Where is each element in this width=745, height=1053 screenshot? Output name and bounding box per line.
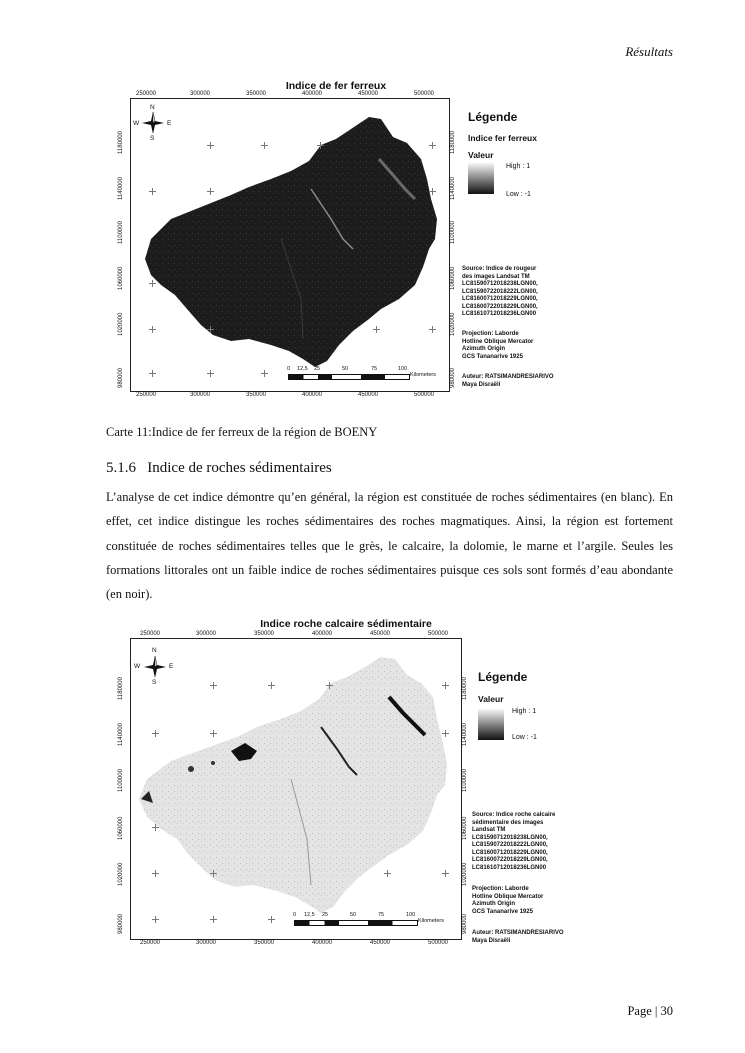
grid-cross xyxy=(210,916,217,923)
grid-cross xyxy=(326,682,333,689)
grid-cross xyxy=(317,142,324,149)
scale-label: 75 xyxy=(378,912,385,918)
grid-cross xyxy=(149,370,156,377)
author-note: Auteur: RATSIMANDRESIARIVO Maya Disraëli xyxy=(472,930,564,944)
scale-label: 75 xyxy=(371,366,378,372)
compass-n: N xyxy=(152,647,157,654)
grid-cross xyxy=(261,142,268,149)
x-tick: 250000 xyxy=(140,631,161,637)
grid-cross xyxy=(429,326,436,333)
scale-label: 50 xyxy=(350,912,357,918)
legend-value-label: Valeur xyxy=(478,694,504,704)
x-tick: 300000 xyxy=(196,631,217,637)
scale-bar xyxy=(294,920,418,926)
grid-cross xyxy=(442,682,449,689)
y-tick: 1060000 xyxy=(118,816,124,840)
x-tick: 400000 xyxy=(312,940,333,946)
grid-cross xyxy=(152,824,159,831)
scale-label: 100 xyxy=(406,912,416,918)
x-tick: 450000 xyxy=(370,940,391,946)
compass-w: W xyxy=(134,663,141,670)
y-tick: 1140000 xyxy=(462,723,468,746)
scale-label: 12,5 xyxy=(297,366,308,372)
legend-high: High : 1 xyxy=(506,163,531,170)
x-tick: 350000 xyxy=(254,631,275,637)
x-tick: 350000 xyxy=(246,91,267,97)
grid-cross xyxy=(149,326,156,333)
x-tick: 500000 xyxy=(428,940,449,946)
body-paragraph: L’analyse de cet indice démontre qu’en général, la région est constituée de roches sédimentaires (en blanc). En effet, cet indice distingue les roches sédimentaires des roches magmatiques. Ainsi, la région est fortement constituée de roches sédimentaires telles que le grès, le calcaire, la dolomie, le marne et l’argile. Seules les formations littorales ont un faible indice de roches sédimentaires puisque ces sols sont formés d’eau abondante (en noir). xyxy=(106,490,673,602)
x-tick: 250000 xyxy=(136,392,157,398)
scale-label: 50 xyxy=(342,366,349,372)
grid-cross xyxy=(207,142,214,149)
compass-e: E xyxy=(169,663,174,670)
grid-cross xyxy=(152,730,159,737)
x-tick: 500000 xyxy=(428,631,449,637)
section-heading xyxy=(106,460,332,477)
grid-cross xyxy=(207,326,214,333)
grid-cross xyxy=(384,870,391,877)
map-title: Indice roche calcaire sédimentaire xyxy=(260,618,432,630)
y-tick: 980000 xyxy=(450,367,456,388)
legend-title: Légende xyxy=(478,670,528,684)
y-tick: 1100000 xyxy=(118,769,124,792)
legend-low: Low : -1 xyxy=(506,191,531,198)
y-tick: 1100000 xyxy=(462,769,468,792)
y-tick: 1180000 xyxy=(450,131,456,154)
projection-note: Projection: Laborde Hotline Oblique Mercator Azimuth Origin GCS Tananarive 1925 xyxy=(472,886,544,915)
grid-cross xyxy=(429,142,436,149)
scale-label: 12,5 xyxy=(304,912,315,918)
y-tick: 1180000 xyxy=(118,677,124,700)
page-number: Page | 30 xyxy=(627,1004,673,1018)
region-raster xyxy=(131,99,447,389)
map-sedimentary-rock-index xyxy=(106,616,596,961)
grid-cross xyxy=(268,682,275,689)
y-tick: 1140000 xyxy=(118,723,124,746)
compass-e: E xyxy=(167,120,172,127)
scale-label: 0 xyxy=(287,366,291,372)
grid-cross xyxy=(268,916,275,923)
map-ferrous-iron-index xyxy=(106,76,566,406)
legend-high: High : 1 xyxy=(512,708,537,715)
x-tick: 400000 xyxy=(302,392,323,398)
scale-label: 25 xyxy=(322,912,329,918)
x-tick: 450000 xyxy=(358,392,379,398)
grid-cross xyxy=(442,870,449,877)
grid-cross xyxy=(149,280,156,287)
grid-cross xyxy=(207,370,214,377)
x-tick: 250000 xyxy=(136,91,157,97)
source-note: Source: Indice roche calcaire sédimentaire des images Landsat TM LC81590712018238LGN00, LC81590722018222LGN00, LC81600712018229LGN00, LC81600722018229LGN00, LC81610712018236LGN00 xyxy=(472,812,556,871)
y-tick: 1020000 xyxy=(118,862,124,886)
x-tick: 350000 xyxy=(254,940,275,946)
grid-cross xyxy=(152,916,159,923)
x-tick: 300000 xyxy=(196,940,217,946)
scale-label: 0 xyxy=(293,912,297,918)
x-tick: 450000 xyxy=(358,91,379,97)
y-tick: 1020000 xyxy=(450,312,456,336)
x-tick: 350000 xyxy=(246,392,267,398)
grid-cross xyxy=(210,870,217,877)
section-number: 5.1.6 xyxy=(106,460,136,476)
compass-n: N xyxy=(150,104,155,111)
legend-layer: Indice fer ferreux xyxy=(468,133,537,143)
projection-note: Projection: Laborde Hotline Oblique Mercator Azimuth Origin GCS Tananarive 1925 xyxy=(462,331,534,360)
compass-w: W xyxy=(133,120,140,127)
compass-s: S xyxy=(150,135,155,142)
north-arrow-icon xyxy=(142,112,164,134)
north-arrow-icon xyxy=(144,656,166,678)
compass-s: S xyxy=(152,679,157,686)
legend-value-label: Valeur xyxy=(468,150,494,160)
legend-gradient xyxy=(468,162,494,194)
y-tick: 1060000 xyxy=(462,816,468,840)
x-tick: 450000 xyxy=(370,631,391,637)
y-tick: 1060000 xyxy=(118,266,124,290)
grid-cross xyxy=(373,326,380,333)
x-tick: 300000 xyxy=(190,392,211,398)
scale-label: 25 xyxy=(314,366,321,372)
y-tick: 1140000 xyxy=(118,177,124,200)
source-note: Source: Indice de rougeur des images Landsat TM LC81590712018238LGN00, LC81590722018222LGN00, LC81600712018229LGN00, LC81600722018229LGN00, LC81610712018236LGN00 xyxy=(462,266,538,317)
y-tick: 1180000 xyxy=(118,131,124,154)
grid-cross xyxy=(429,188,436,195)
scale-label: 100 xyxy=(398,366,408,372)
x-tick: 500000 xyxy=(414,91,435,97)
grid-cross xyxy=(442,730,449,737)
y-tick: 980000 xyxy=(118,913,124,934)
x-tick: 250000 xyxy=(140,940,161,946)
x-tick: 400000 xyxy=(312,631,333,637)
grid-cross xyxy=(207,188,214,195)
y-tick: 980000 xyxy=(118,367,124,388)
legend-gradient xyxy=(478,708,504,740)
grid-cross xyxy=(210,730,217,737)
x-tick: 500000 xyxy=(414,392,435,398)
y-tick: 1020000 xyxy=(118,312,124,336)
y-tick: 980000 xyxy=(462,913,468,934)
y-tick: 1060000 xyxy=(450,266,456,290)
scale-bar xyxy=(288,374,410,380)
grid-cross xyxy=(152,870,159,877)
author-note: Auteur: RATSIMANDRESIARIVO Maya Disraëli xyxy=(462,374,554,388)
grid-cross xyxy=(210,682,217,689)
x-tick: 300000 xyxy=(190,91,211,97)
y-tick: 1100000 xyxy=(450,221,456,244)
legend-low: Low : -1 xyxy=(512,734,537,741)
section-title: Indice de roches sédimentaires xyxy=(147,460,332,476)
region-raster xyxy=(131,639,459,937)
grid-cross xyxy=(261,370,268,377)
running-header: Résultats xyxy=(625,44,673,59)
scale-unit: Kilometers xyxy=(418,918,444,924)
map-title: Indice de fer ferreux xyxy=(285,80,387,92)
y-tick: 1180000 xyxy=(462,677,468,700)
x-tick: 400000 xyxy=(302,91,323,97)
y-tick: 1100000 xyxy=(118,221,124,244)
grid-cross xyxy=(149,188,156,195)
legend-title: Légende xyxy=(468,110,518,124)
scale-unit: Kilometers xyxy=(410,372,436,378)
y-tick: 1020000 xyxy=(462,862,468,886)
figure-caption: Carte 11:Indice de fer ferreux de la région de BOENY xyxy=(106,425,378,439)
y-tick: 1140000 xyxy=(450,177,456,200)
